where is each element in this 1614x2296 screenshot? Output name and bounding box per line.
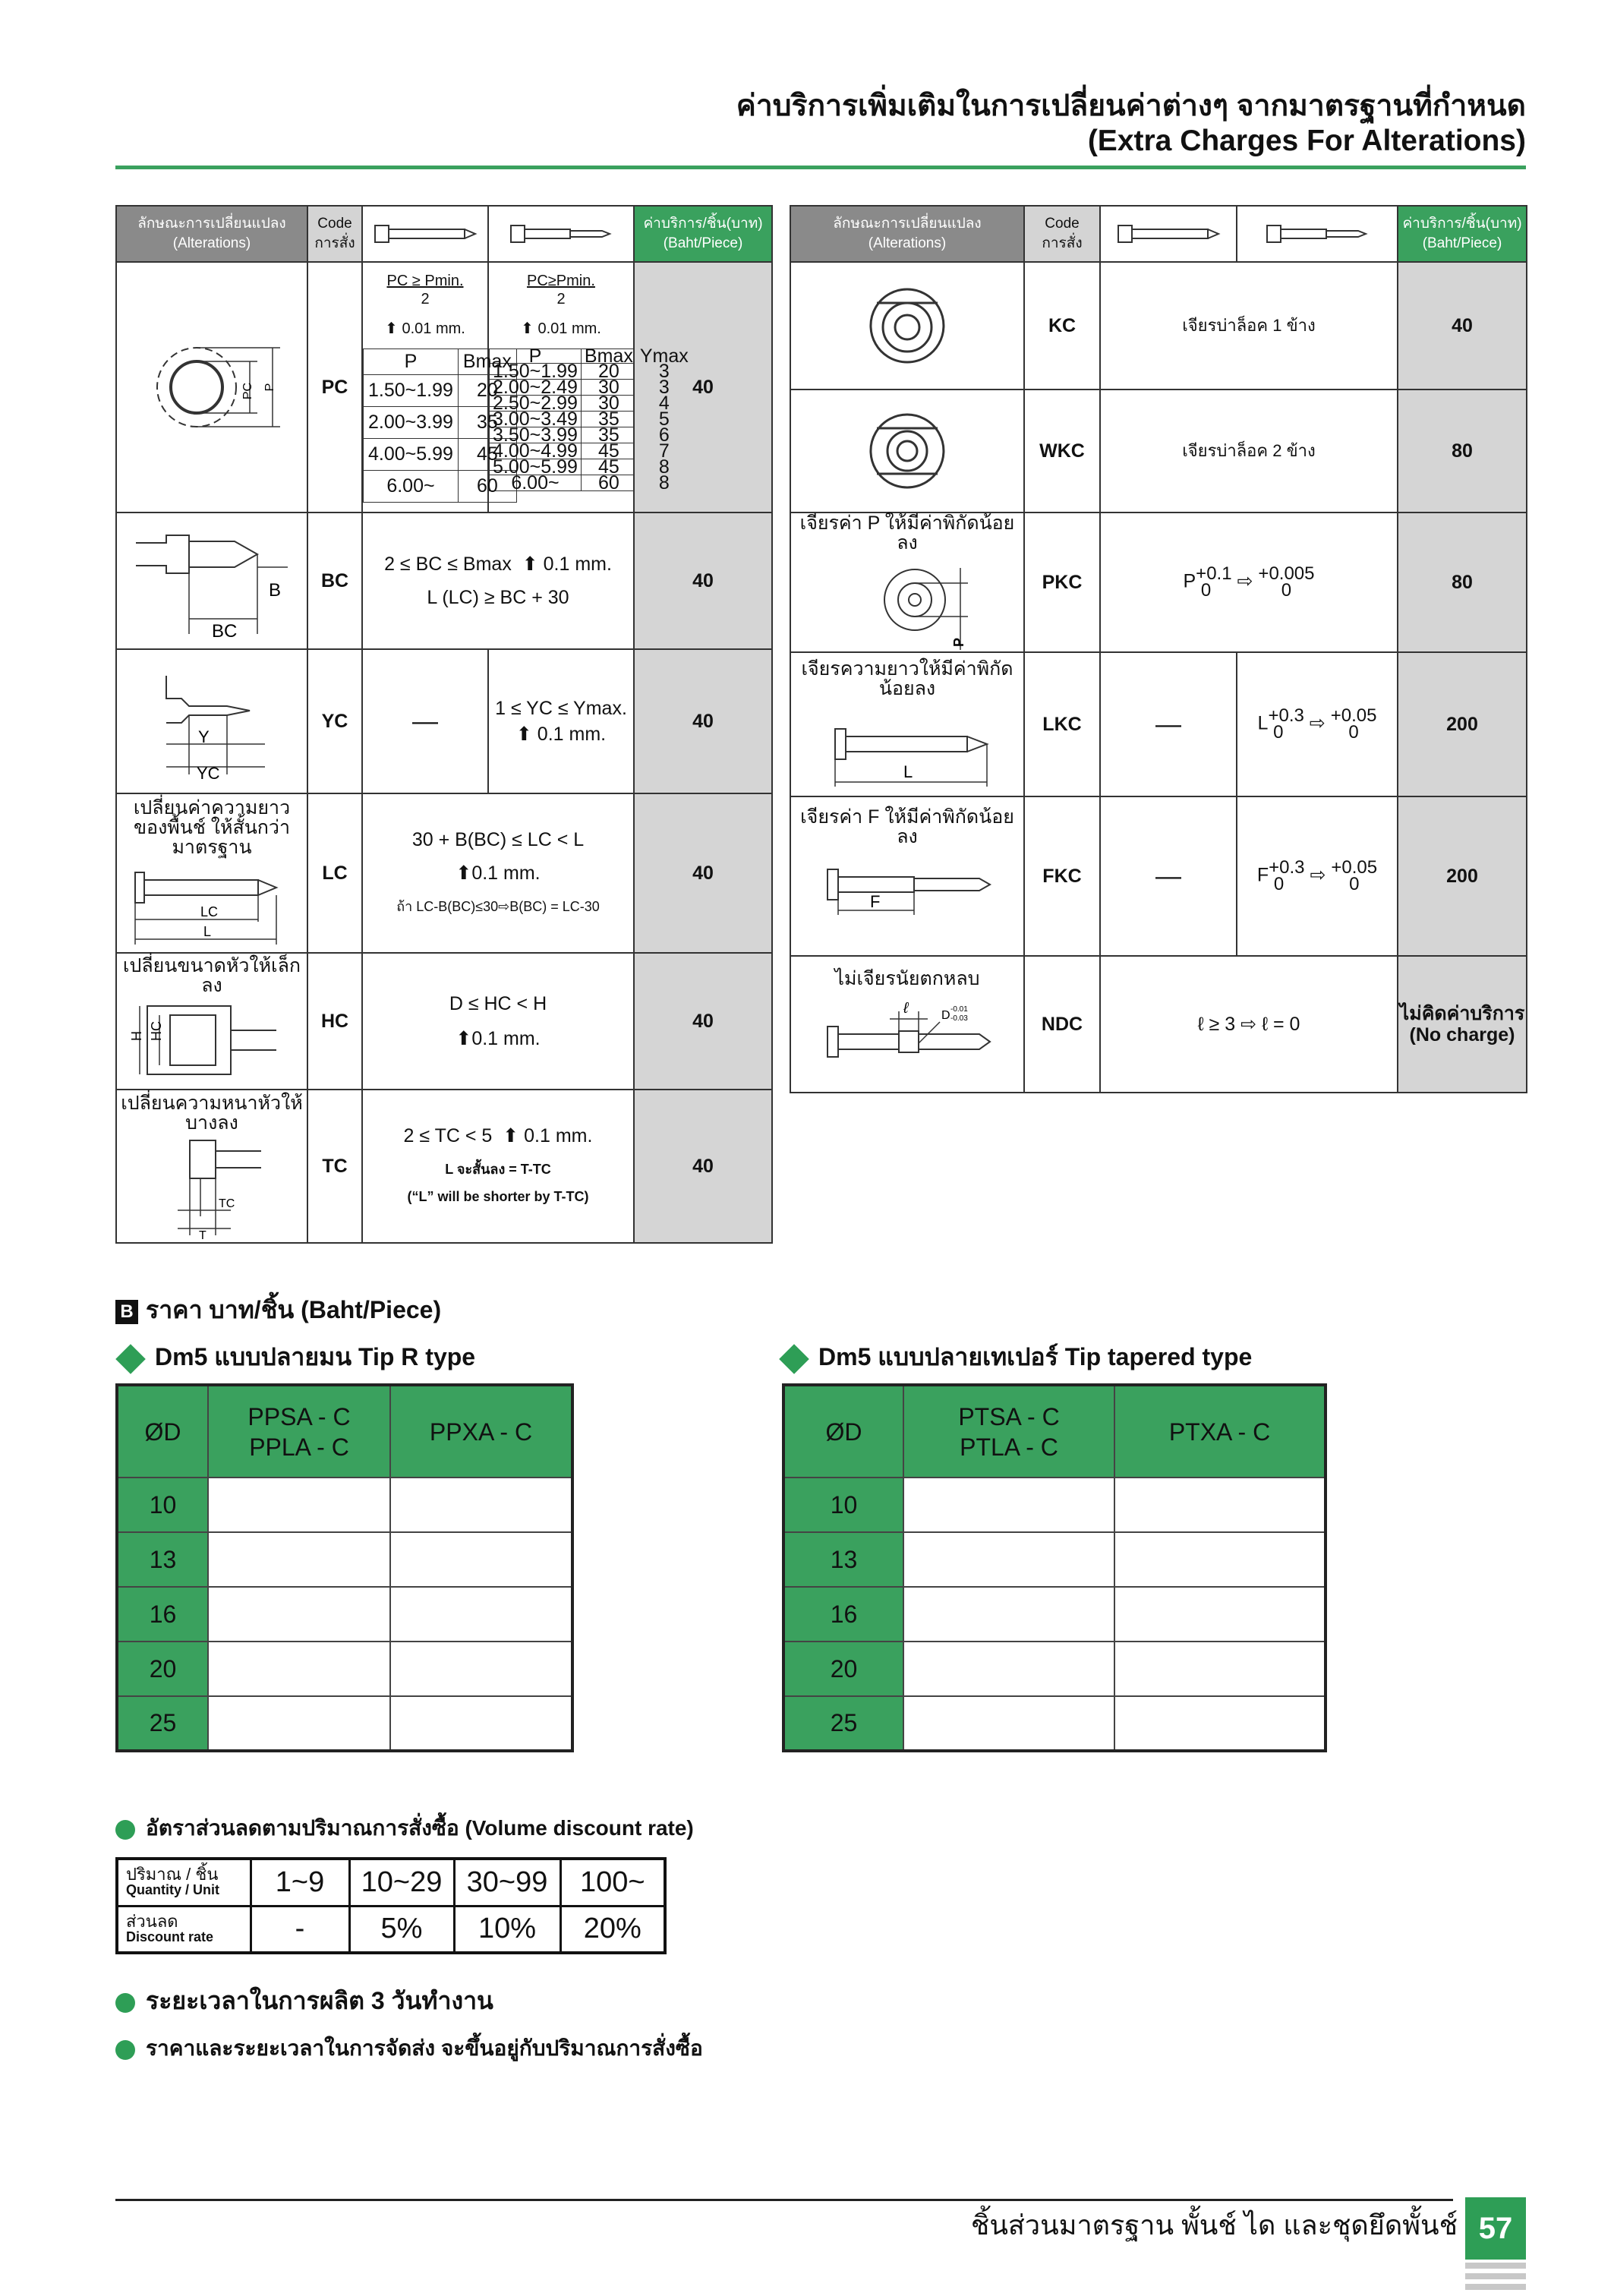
- table-row: 10: [783, 1478, 1326, 1532]
- code-kc: KC: [1024, 262, 1100, 390]
- code-hc: HC: [307, 953, 362, 1090]
- fee-fkc: 200: [1398, 796, 1527, 956]
- bc-rule: 2 ≤ BC ≤ Bmax ⬆ 0.1 mm. L (LC) ≥ BC + 30: [362, 512, 634, 649]
- b-label: B: [269, 580, 282, 601]
- volume-discount-table: [115, 1857, 667, 1954]
- kc-figure: [790, 262, 1024, 390]
- bullet-dot-icon: [115, 1820, 135, 1840]
- hc-figure: เปลี่ยนขนาดหัวให้เล็กลง H HC: [116, 953, 307, 1090]
- f-dim-label: F: [870, 892, 881, 911]
- punch-tapered-icon-right: [1237, 206, 1398, 262]
- p-label: P: [263, 383, 276, 392]
- fee-bc: 40: [634, 512, 772, 649]
- yc-figure: [116, 649, 307, 793]
- code-pkc: PKC: [1024, 512, 1100, 652]
- code-tc: TC: [307, 1090, 362, 1243]
- pc-figure: [116, 262, 307, 512]
- footer-divider: [115, 2199, 1453, 2201]
- lc-figure: เปลี่ยนค่าความยาวของพื้นช์ ให้สั้นกว่ามาตรฐาน LC L: [116, 793, 307, 953]
- wkc-desc: เจียรบ่าล็อค 2 ข้าง: [1100, 390, 1398, 512]
- col-ptxa: PTXA - C: [1114, 1385, 1326, 1478]
- tip-tapered-heading: Dm5 แบบปลายเทเปอร์ Tip tapered type: [779, 1338, 1252, 1377]
- code-wkc: WKC: [1024, 390, 1100, 512]
- wkc-figure: [790, 390, 1024, 512]
- fee-kc: 40: [1398, 262, 1527, 390]
- table-row: 20: [783, 1642, 1326, 1696]
- qty-1-9: 1~9: [251, 1859, 349, 1906]
- qty-100-plus: 100~: [560, 1859, 665, 1906]
- d-upper-tolerance: -0.01: [950, 1005, 968, 1014]
- pc-rule-plain: PC ≥ Pmin. 2 ⬆ 0.01 mm. P Bmax 1.50~1.99 20 2.00~3.99 35 4.00~5.99 45 6.00~ 60: [362, 262, 488, 512]
- table-row: 16: [783, 1587, 1326, 1642]
- l-dim-label: L: [903, 762, 913, 781]
- alterations-table-right: [790, 205, 1527, 1093]
- lkc-figure: เจียรความยาวให้มีค่าพิกัดน้อยลง L: [790, 652, 1024, 796]
- discount-row-header: ส่วนลด Discount rate: [117, 1906, 251, 1953]
- pc-ymax-table: P Bmax Ymax 1.50~1.99 20 3 2.00~2.49 30 3 2.50~2.99 30 4 3.00~3.49 35 5 3.50~3.99 35 6 4.00~4.99 45 7 5.00~5.99 45 8 6.00~ 60 8: [489, 348, 692, 491]
- l-label: L: [203, 924, 212, 939]
- pkc-tolerance: P+0.1 0 ⇨ +0.005 0: [1100, 512, 1398, 652]
- code-bc: BC: [307, 512, 362, 649]
- y-label: Y: [198, 727, 210, 746]
- fkc-figure: เจียรค่า F ให้มีค่าพิกัดน้อยลง F: [790, 796, 1024, 956]
- punch-shape-icon: [362, 206, 488, 262]
- price-table-tip-r: [115, 1383, 574, 1752]
- fee-pkc: 80: [1398, 512, 1527, 652]
- page-title-english: (Extra Charges For Alterations): [1087, 125, 1526, 157]
- bullet-dot-icon: [115, 1993, 135, 2013]
- table-row: 13: [783, 1532, 1326, 1587]
- col-od: ØD: [117, 1385, 208, 1478]
- bc-label: BC: [212, 621, 238, 642]
- title-divider: [115, 166, 1526, 169]
- rate-100-plus: 20%: [560, 1906, 665, 1953]
- footer-text: ชิ้นส่วนมาตรฐาน พั้นช์ ได และชุดยึดพั้นช์: [970, 2209, 1458, 2241]
- kc-desc: เจียรบ่าล็อค 1 ข้าง: [1100, 262, 1398, 390]
- fee-pc: 40: [634, 262, 772, 512]
- qty-30-99: 30~99: [454, 1859, 560, 1906]
- ndc-rule: ℓ ≥ 3 ⇨ ℓ = 0: [1100, 956, 1398, 1093]
- p-dim-label: P: [951, 637, 966, 647]
- hc-label: HC: [149, 1021, 164, 1041]
- col-ptsa-ptla: PTSA - C PTLA - C: [903, 1385, 1114, 1478]
- qty-row-header: ปริมาณ / ชิ้น Quantity / Unit: [117, 1859, 251, 1906]
- discount-heading: อัตราส่วนลดตามปริมาณการสั่งซื้อ (Volume discount rate): [115, 1812, 694, 1845]
- col-ppsa-ppla: PPSA - C PPLA - C: [208, 1385, 390, 1478]
- table-row: 10: [117, 1478, 572, 1532]
- qty-10-29: 10~29: [349, 1859, 454, 1906]
- fee-lc: 40: [634, 793, 772, 953]
- table-row: 25: [117, 1696, 572, 1751]
- code-pc: PC: [307, 262, 362, 512]
- pc-label: PC: [241, 382, 254, 400]
- price-section-title: B ราคา บาท/ชิ้น (Baht/Piece): [115, 1291, 441, 1329]
- fee-lkc: 200: [1398, 652, 1527, 796]
- column-header-code: Code การสั่ง: [307, 206, 362, 262]
- diamond-bullet-icon: [779, 1344, 809, 1374]
- bc-figure: [116, 512, 307, 649]
- yc-not-applicable: —: [362, 649, 488, 793]
- code-lkc: LKC: [1024, 652, 1100, 796]
- fee-wkc: 80: [1398, 390, 1527, 512]
- column-header-fee-right: ค่าบริการ/ชิ้น(บาท) (Baht/Piece): [1398, 206, 1527, 262]
- hc-rule: D ≤ HC < H ⬆0.1 mm.: [362, 953, 634, 1090]
- note-delivery: ราคาและระยะเวลาในการจัดส่ง จะขึ้นอยู่กับปริมาณการสั่งซื้อ: [115, 2032, 703, 2065]
- tc-label: TC: [219, 1197, 235, 1210]
- alterations-table-left: [115, 205, 773, 1244]
- t-label: T: [199, 1229, 206, 1242]
- lc-label: LC: [200, 904, 219, 919]
- tc-figure: เปลี่ยนความหนาหัวให้บางลง TC T: [116, 1090, 307, 1243]
- punch-shape-icon-right: [1100, 206, 1237, 262]
- lkc-not-applicable: —: [1100, 652, 1237, 796]
- baht-badge-icon: B: [115, 1300, 138, 1324]
- table-row: 25: [783, 1696, 1326, 1751]
- bullet-dot-icon: [115, 2040, 135, 2060]
- lc-rule: 30 + B(BC) ≤ LC < L ⬆0.1 mm. ถ้า LC-B(BC)≤30⇨B(BC) = LC-30: [362, 793, 634, 953]
- d-label: D: [941, 1009, 950, 1022]
- d-lower-tolerance: -0.03: [950, 1014, 968, 1023]
- yc-rule: 1 ≤ YC ≤ Ymax. ⬆ 0.1 mm.: [488, 649, 634, 793]
- page-number: 57: [1465, 2197, 1526, 2260]
- tip-r-type-heading: Dm5 แบบปลายมน Tip R type: [115, 1338, 475, 1377]
- table-row: 13: [117, 1532, 572, 1587]
- rate-30-99: 10%: [454, 1906, 560, 1953]
- fee-tc: 40: [634, 1090, 772, 1243]
- col-ppxa: PPXA - C: [390, 1385, 572, 1478]
- fkc-not-applicable: —: [1100, 796, 1237, 956]
- page-title-thai: ค่าบริการเพิ่มเติมในการเปลี่ยนค่าต่างๆ จากมาตรฐานที่กำหนด: [736, 90, 1526, 122]
- page-tab-stripes: [1465, 2263, 1526, 2294]
- diamond-bullet-icon: [115, 1344, 146, 1374]
- table-row: 16: [117, 1587, 572, 1642]
- lkc-tolerance: L+0.3 0 ⇨ +0.05 0: [1237, 652, 1398, 796]
- fee-ndc: ไม่คิดค่าบริการ (No charge): [1398, 956, 1527, 1093]
- tc-rule: 2 ≤ TC < 5 ⬆ 0.1 mm. L จะสั้นลง = T-TC (“L” will be shorter by T-TC): [362, 1090, 634, 1243]
- fkc-tolerance: F+0.3 0 ⇨ +0.05 0: [1237, 796, 1398, 956]
- note-production-time: ระยะเวลาในการผลิต 3 วันทำงาน: [115, 1982, 493, 2020]
- ndc-figure: ไม่เจียรนัยตกหลบ ℓ D -0.01 -0.03: [790, 956, 1024, 1093]
- col-od: ØD: [783, 1385, 903, 1478]
- column-header-alterations-right: ลักษณะการเปลี่ยนแปลง (Alterations): [790, 206, 1024, 262]
- fee-hc: 40: [634, 953, 772, 1090]
- column-header-code-right: Code การสั่ง: [1024, 206, 1100, 262]
- h-label: H: [129, 1031, 144, 1041]
- code-ndc: NDC: [1024, 956, 1100, 1093]
- ell-label: ℓ: [903, 1000, 909, 1017]
- column-header-alterations: ลักษณะการเปลี่ยนแปลง (Alterations): [116, 206, 307, 262]
- yc-label: YC: [197, 764, 220, 783]
- table-row: 20: [117, 1642, 572, 1696]
- pkc-figure: เจียรค่า P ให้มีค่าพิกัดน้อยลง P: [790, 512, 1024, 652]
- code-fkc: FKC: [1024, 796, 1100, 956]
- punch-tapered-icon: [488, 206, 634, 262]
- rate-1-9: -: [251, 1906, 349, 1953]
- code-lc: LC: [307, 793, 362, 953]
- rate-10-29: 5%: [349, 1906, 454, 1953]
- column-header-fee: ค่าบริการ/ชิ้น(บาท) (Baht/Piece): [634, 206, 772, 262]
- code-yc: YC: [307, 649, 362, 793]
- price-table-tip-tapered: [782, 1383, 1327, 1752]
- pc-rule-tapered: PC≥Pmin. 2 ⬆ 0.01 mm. P Bmax Ymax 1.50~1.99 20 3 2.00~2.49 30 3 2.50~2.99 30 4 3.00~3.49 35 5 3.50~3.99 35 6 4.00~4.99 45 7 5.00~5.99 45 8 6.00~ 60 8: [488, 262, 634, 512]
- fee-yc: 40: [634, 649, 772, 793]
- pc-bmax-table: P Bmax 1.50~1.99 20 2.00~3.99 35 4.00~5.99 45 6.00~ 60: [363, 348, 517, 503]
